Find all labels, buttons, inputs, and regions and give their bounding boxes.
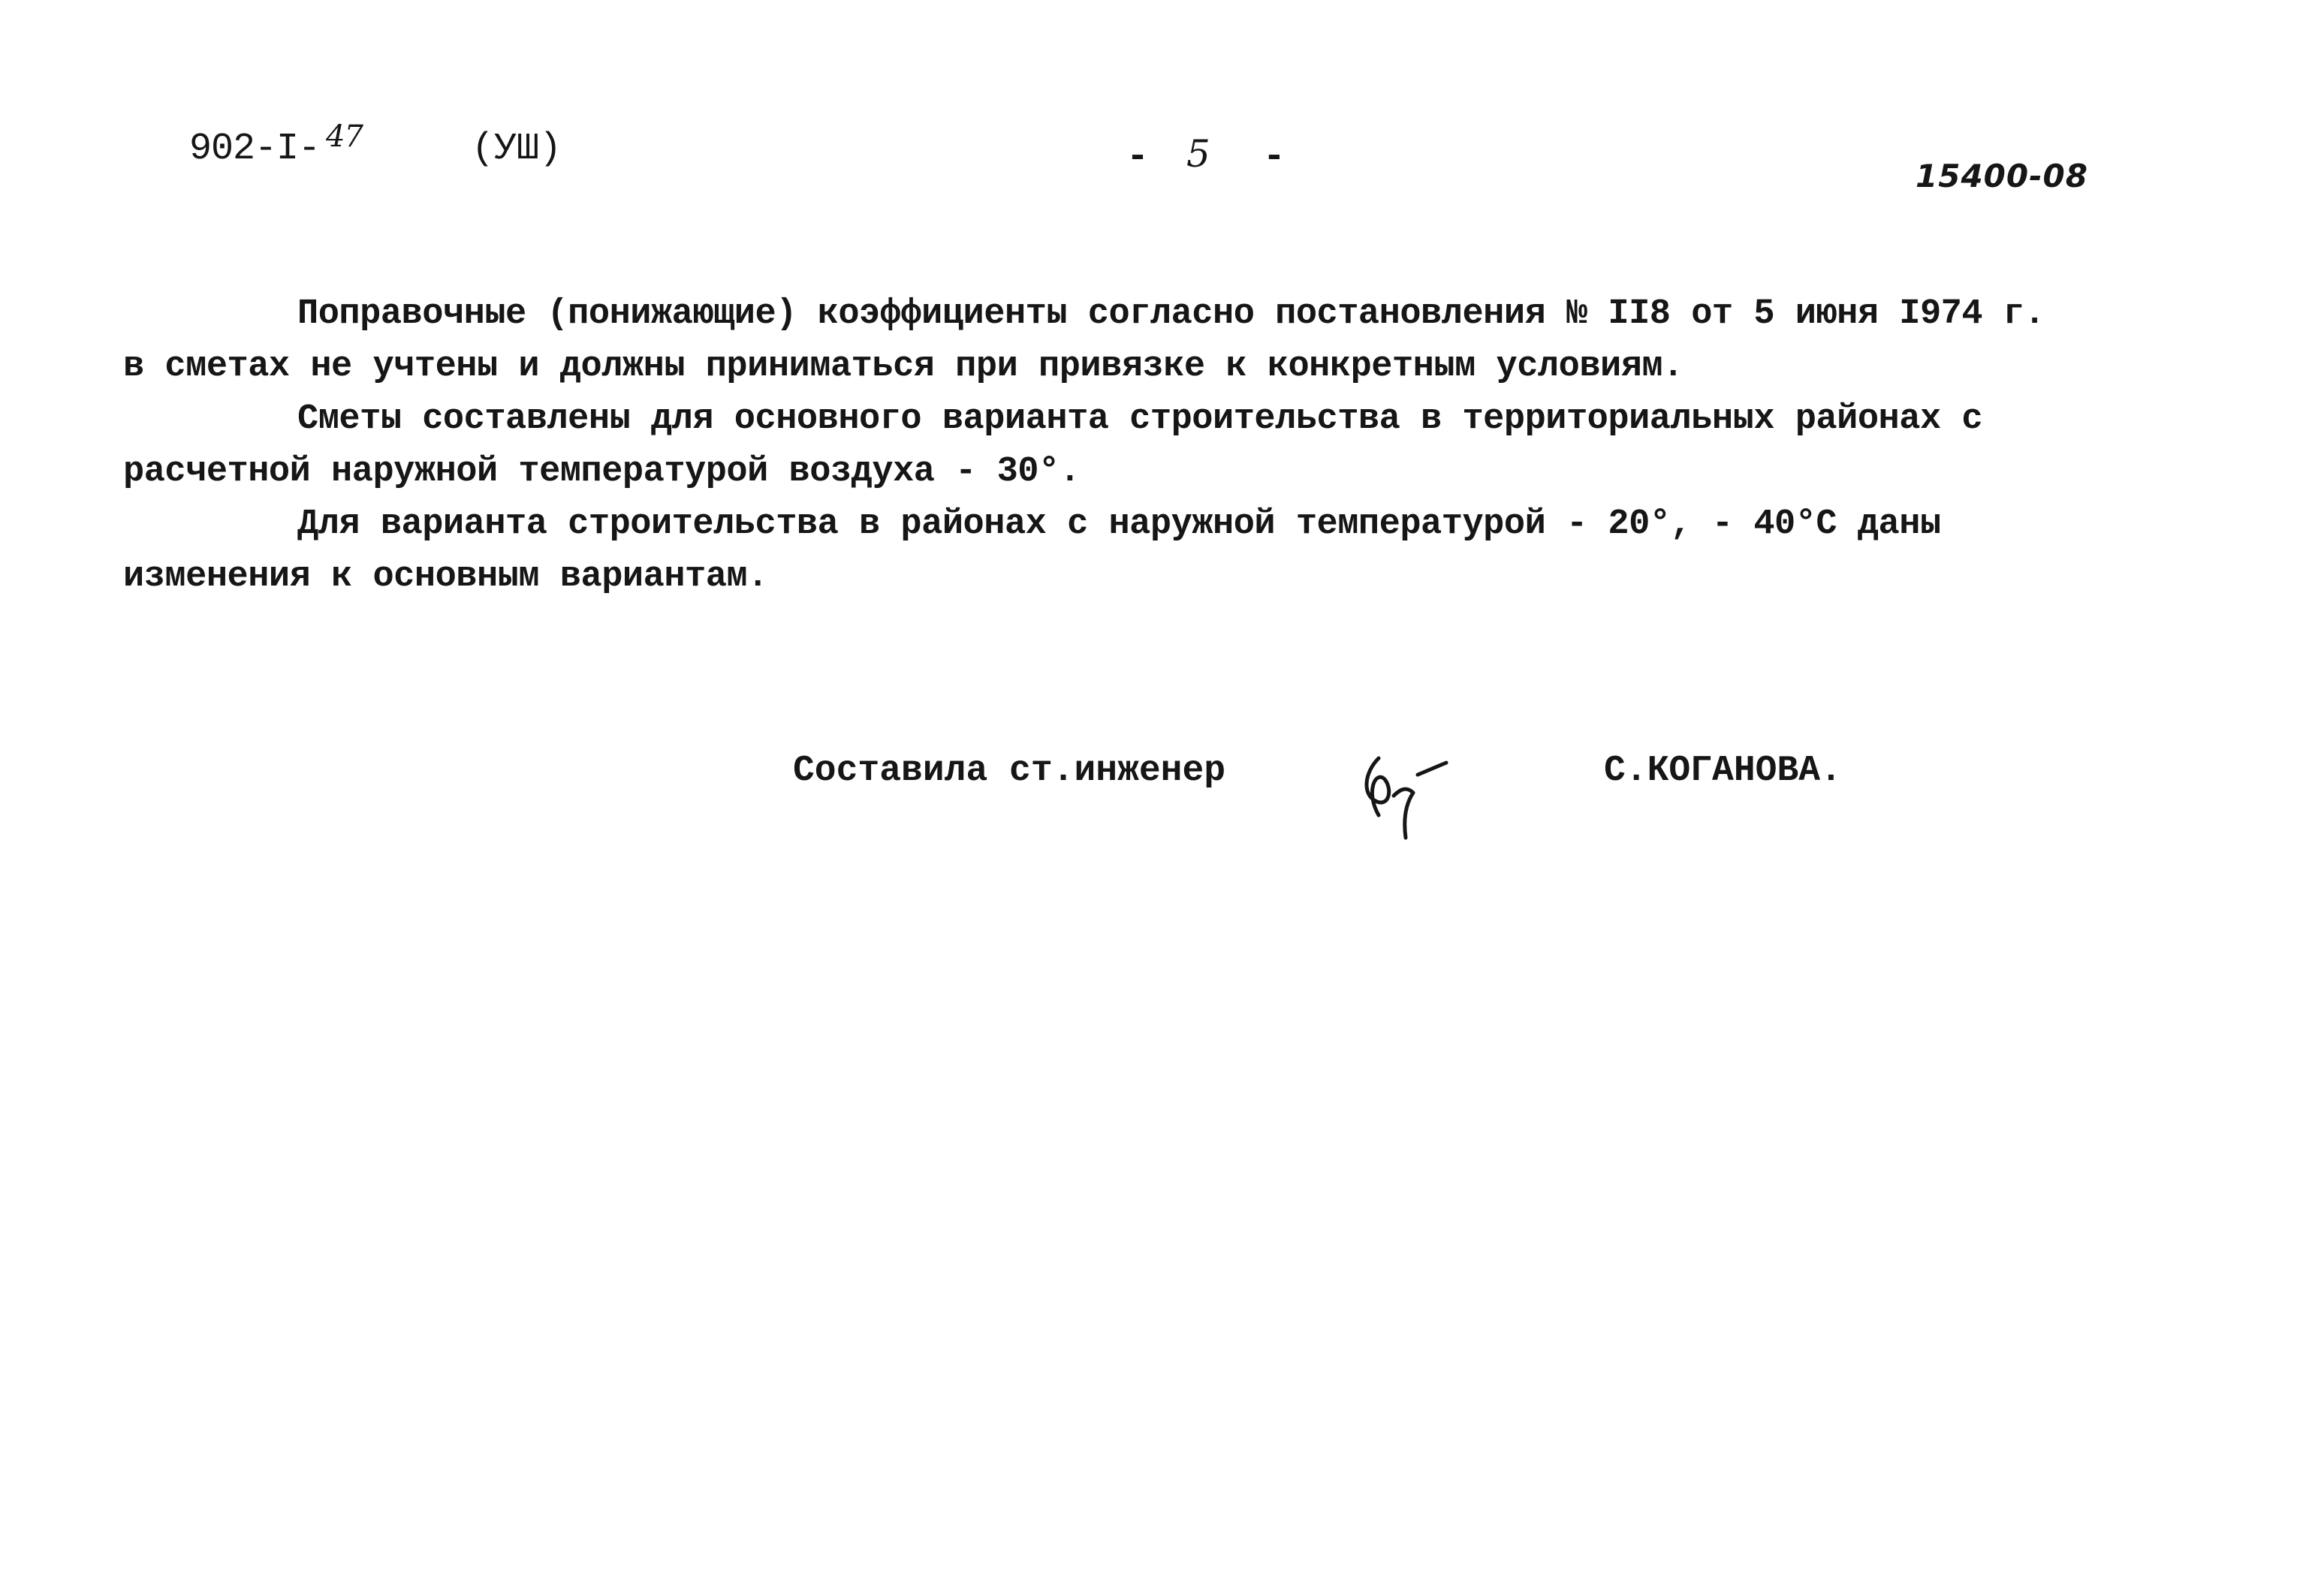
document-series: (УШ) — [472, 128, 562, 170]
body-text — [123, 288, 2103, 604]
document-code-suffix: 47 — [326, 119, 363, 154]
handwritten-signature — [1349, 743, 1454, 848]
paragraph-3-line-2: изменения к основным вариантам. — [123, 557, 768, 597]
paragraph-3-line-1: Для варианта строительства в районах с наружной температурой - 20°, - 40°С даны — [297, 504, 1941, 544]
document-code-main: 902-I- — [189, 128, 321, 170]
paragraph-1-line-2: в сметах не учтены и должны приниматься при привязке к конкретным условиям. — [123, 347, 1684, 387]
paragraph-2-line-1: Сметы составлены для основного варианта строительства в территориальных районах с — [297, 399, 1983, 439]
document-code — [189, 119, 363, 170]
signer-role: Составила ст.инженер — [793, 751, 1226, 791]
paragraph-2 — [123, 393, 2103, 498]
signer-name: С.КОГАНОВА. — [1604, 751, 1842, 791]
archive-number: 15400-08 — [1916, 158, 2088, 194]
page-number-dash-right: - — [1262, 136, 1286, 179]
paragraph-2-line-2: расчетной наружной температурой воздуха - 30°. — [123, 452, 1081, 492]
page-number-value: 5 — [1186, 132, 1210, 176]
paragraph-1-line-1: Поправочные (понижающие) коэффициенты согласно постановления № II8 от 5 июня I974 г. — [297, 294, 2045, 334]
page-number-dash-left: - — [1126, 136, 1150, 179]
paragraph-1 — [123, 288, 2103, 393]
paragraph-3 — [123, 498, 2103, 604]
page-number — [1126, 132, 1286, 179]
